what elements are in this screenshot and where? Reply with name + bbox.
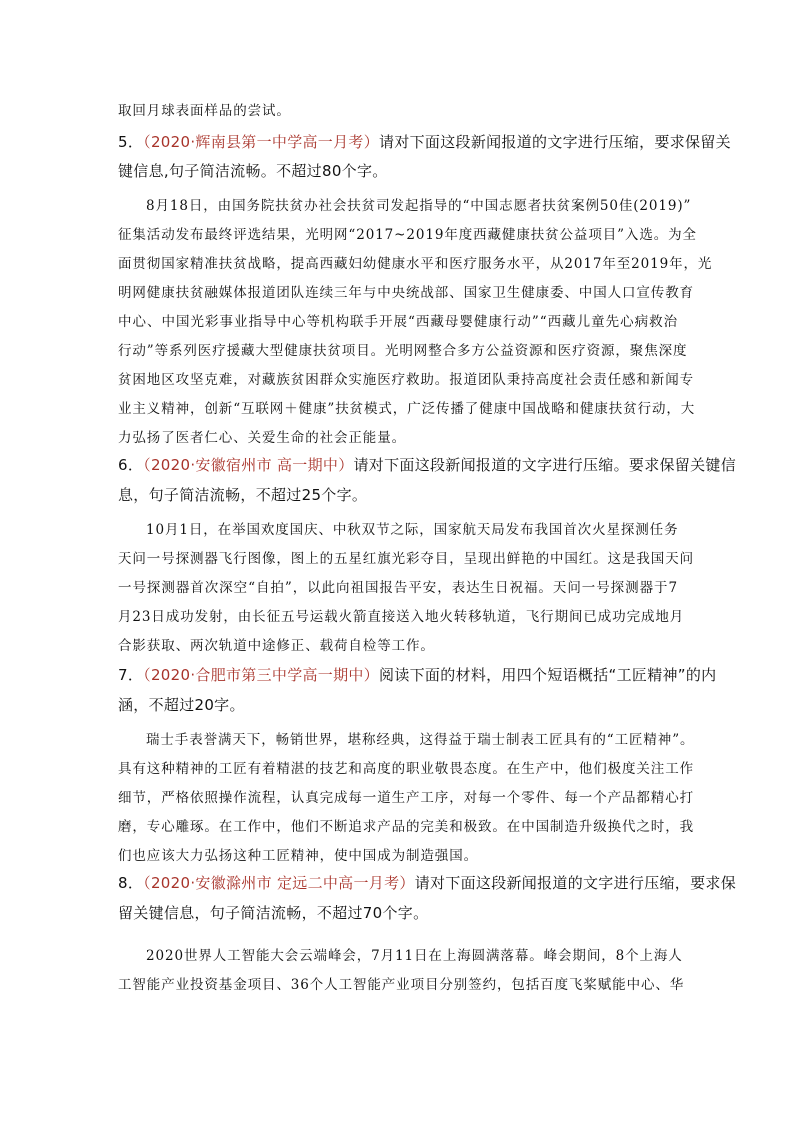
question-source-close: ） <box>338 456 354 474</box>
question-prompt: 请对下面这段新闻报道的文字进行压缩，要求保留关 <box>379 133 731 151</box>
material-line: 磨，专心雕琢。在工作中，他们不断追求产品的完美和极致。在中国制造升级换代之时，我 <box>118 819 694 835</box>
material-line: 瑞士手表誉满天下，畅销世界，堪称经典，这得益于瑞士制表工匠具有的“工匠精神”。 <box>146 732 695 748</box>
question-source: 2020·合肥市第三中学高一期中 <box>150 666 364 684</box>
material-line: 业主义精神，创新“互联网＋健康”扶贫模式，广泛传播了健康中国战略和健康扶贫行动，大 <box>118 401 696 417</box>
question-prompt: 请对下面这段新闻报道的文字进行压缩，要求保 <box>414 874 737 892</box>
material-line: 中心、中国光彩事业指导中心等机构联手开展“西藏母婴健康行动”“西藏儿童先心病救治 <box>118 314 678 330</box>
question-source-open: （ <box>143 874 151 892</box>
material-line: 行动”等系列医疗援藏大型健康扶贫项目。光明网整合多方公益资源和医疗资源，聚焦深度 <box>118 343 688 359</box>
material-line: 工智能产业投资基金项目、36个人工智能产业项目分别签约，包括百度飞桨赋能中心、华 <box>118 977 685 993</box>
previous-question-tail: 取回月球表面样品的尝试。 <box>118 103 291 119</box>
question-source-close: ） <box>363 666 380 684</box>
question-number: 7． <box>118 666 144 684</box>
question-8-prompt-cont: 留关键信息，句子简洁流畅，不超过70个字。 <box>118 904 429 922</box>
question-5-heading <box>118 132 731 152</box>
material-line: 月23日成功发射，由长征五号运载火箭直接送入地火转移轨道，飞行期间已成功完成地月 <box>118 609 685 625</box>
question-prompt: 阅读下面的材料，用四个短语概括“工匠精神”的内 <box>379 666 717 684</box>
material-line: 具有这种精神的工匠有着精湛的技艺和高度的职业敬畏态度。在生产中，他们极度关注工作 <box>118 761 694 777</box>
material-line: 天问一号探测器飞行图像，图上的五星红旗光彩夺目，呈现出鲜艳的中国红。这是我国天问 <box>118 551 694 567</box>
material-line: 们也应该大力弘扬这种工匠精神，使中国成为制造强国。 <box>118 848 478 864</box>
material-line: 8月18日，由国务院扶贫办社会扶贫司发起指导的“中国志愿者扶贫案例50佳(2019)” <box>146 198 692 214</box>
material-line: 征集活动发布最终评选结果，光明网“2017~2019年度西藏健康扶贫公益项目”入选。为全 <box>118 227 697 243</box>
question-source-open: （ <box>143 666 151 684</box>
question-source: 2020·安徽宿州市 高一期中 <box>150 456 339 474</box>
question-number: 5． <box>118 133 144 151</box>
question-number: 8． <box>118 874 144 892</box>
question-6-prompt-cont: 息，句子简洁流畅，不超过25个字。 <box>118 486 368 504</box>
question-source: 2020·安徽滁州市 定远二中高一月考 <box>150 874 400 892</box>
material-line: 合影获取、两次轨道中途修正、载荷自检等工作。 <box>118 638 435 654</box>
question-prompt: 请对下面这段新闻报道的文字进行压缩。要求保留关键信 <box>353 456 737 474</box>
material-line: 面贯彻国家精准扶贫战略，提高西藏妇幼健康水平和医疗服务水平，从2017年至2019年，光 <box>118 256 713 272</box>
question-7-prompt-cont: 涵，不超过20字。 <box>118 696 245 714</box>
question-number: 6． <box>118 456 144 474</box>
question-source-open: （ <box>143 133 151 151</box>
question-source-close: ） <box>363 133 380 151</box>
material-line: 贫困地区攻坚克难，对藏族贫困群众实施医疗救助。报道团队秉持高度社会责任感和新闻专 <box>118 372 694 388</box>
question-6-heading <box>118 455 737 475</box>
question-source: 2020·辉南县第一中学高一月考 <box>150 133 364 151</box>
question-7-heading <box>118 665 717 685</box>
question-5-prompt-cont: 键信息,句子简洁流畅。不超过80个字。 <box>118 162 388 180</box>
material-line: 明网健康扶贫融媒体报道团队连续三年与中央统战部、国家卫生健康委、中国人口宣传教育 <box>118 285 694 301</box>
material-line: 10月1日，在举国欢度国庆、中秋双节之际，国家航天局发布我国首次火星探测任务 <box>146 522 679 538</box>
question-source-open: （ <box>143 456 151 474</box>
question-source-close: ） <box>399 874 415 892</box>
question-8-heading <box>118 873 737 893</box>
material-line: 2020世界人工智能大会云端峰会，7月11日在上海圆满落幕。峰会期间，8个上海人 <box>146 948 683 964</box>
material-line: 细节，严格依照操作流程，认真完成每一道生产工序，对每一个零件、每一个产品都精心打 <box>118 790 694 806</box>
material-line: 一号探测器首次深空“自拍”，以此向祖国报告平安，表达生日祝福。天问一号探测器于7 <box>118 580 678 596</box>
material-line: 力弘扬了医者仁心、关爱生命的社会正能量。 <box>118 430 406 446</box>
